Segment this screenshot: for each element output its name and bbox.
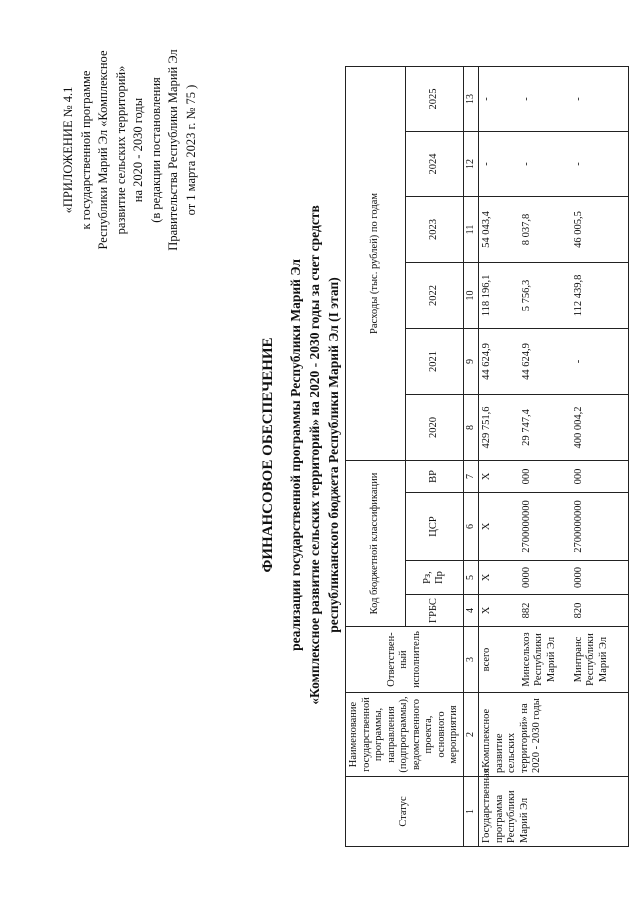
grbs-cell: 882 [519,595,571,627]
header-year-2022: 2022 [406,262,464,328]
column-number: 1 [463,777,479,847]
vr-cell: Х [479,460,519,492]
appendix-line: развитие сельских территорий» [113,65,128,235]
column-number: 5 [463,561,479,595]
column-number: 4 [463,595,479,627]
grbs-cell: 820 [571,595,629,627]
appendix-line: «ПРИЛОЖЕНИЕ № 4.1 [61,86,75,214]
header-executor: Ответствен-ный исполнитель [346,627,464,693]
header-csr: ЦСР [406,493,464,561]
column-number: 2 [463,693,479,777]
financing-table [345,66,629,847]
rzpr-cell: 0000 [519,561,571,595]
appendix-line: (в редакции постановления [148,77,163,223]
header-year-2020: 2020 [406,394,464,460]
value-cell: 118 196,1 [479,262,519,328]
subtitle-line: республиканского бюджета Республики Марий Эл (I этап) [326,277,341,633]
csr-cell: 2700000000 [519,493,571,561]
program-name-cell: «Комплексное развитие сельских территорий» на 2020 - 2030 годы [479,693,629,777]
value-cell: - [571,328,629,394]
appendix-line: Правительства Республики Марий Эл [166,49,180,251]
subtitle-line: «Комплексное развитие сельских территорий» на 2020 - 2030 годы за счет средств [307,205,322,705]
table-row [479,66,519,846]
grbs-cell: Х [479,595,519,627]
value-cell: 400 004,2 [571,394,629,460]
appendix-block [60,35,200,265]
value-cell: - [571,131,629,196]
header-expenses: Расходы (тыс. рублей) по годам [346,66,406,460]
header-grbs: ГРБС [406,595,464,627]
value-cell: - [479,66,519,131]
header-budget-code: Код бюджетной классификации [346,460,406,626]
csr-cell: Х [479,493,519,561]
value-cell: 46 005,5 [571,196,629,262]
executor-cell: всего [479,627,519,693]
column-number: 3 [463,627,479,693]
appendix-line: Республики Марий Эл «Комплексное [96,50,110,250]
header-year-2021: 2021 [406,328,464,394]
column-number: 6 [463,493,479,561]
header-status: Статус [346,777,464,847]
appendix-line: к государственной программе [78,70,93,230]
header-year-2025: 2025 [406,66,464,131]
header-rzpr: Рз, Пр [406,561,464,595]
header-name: Наименование государственной программы, направления (подпрограммы), ведомственного проекта, основного мероприятия [346,693,464,777]
column-numbers-row [463,66,479,846]
csr-cell: 2700000000 [571,493,629,561]
appendix-line: от 1 марта 2023 г. № 75 ) [183,84,198,216]
value-cell: - [519,131,571,196]
column-number: 8 [463,394,479,460]
header-year-2024: 2024 [406,131,464,196]
executor-cell: Минсельхоз Республики Марий Эл [519,627,571,693]
value-cell: 112 439,8 [571,262,629,328]
column-number: 9 [463,328,479,394]
subtitle-line: реализации государственной программы Республики Марий Эл [288,259,303,651]
value-cell: 8 037,8 [519,196,571,262]
column-number: 13 [463,66,479,131]
value-cell: 5 756,3 [519,262,571,328]
column-number: 11 [463,196,479,262]
header-vr: ВР [406,460,464,492]
column-number: 12 [463,131,479,196]
value-cell: - [571,66,629,131]
document-headings [258,155,343,755]
vr-cell: 000 [571,460,629,492]
document-title: ФИНАНСОВОЕ ОБЕСПЕЧЕНИЕ [260,337,276,573]
column-number: 7 [463,460,479,492]
header-year-2023: 2023 [406,196,464,262]
executor-cell: Минтранс Республики Марий Эл [571,627,629,693]
status-cell: Государственная программа Республики Марий Эл [479,777,629,847]
value-cell: 429 751,6 [479,394,519,460]
value-cell: 44 624,9 [519,328,571,394]
value-cell: - [479,131,519,196]
rzpr-cell: 0000 [571,561,629,595]
value-cell: 54 043,4 [479,196,519,262]
value-cell: - [519,66,571,131]
vr-cell: 000 [519,460,571,492]
value-cell: 29 747,4 [519,394,571,460]
value-cell: 44 624,9 [479,328,519,394]
rzpr-cell: Х [479,561,519,595]
column-number: 10 [463,262,479,328]
appendix-line: на 2020 - 2030 годы [131,97,145,203]
